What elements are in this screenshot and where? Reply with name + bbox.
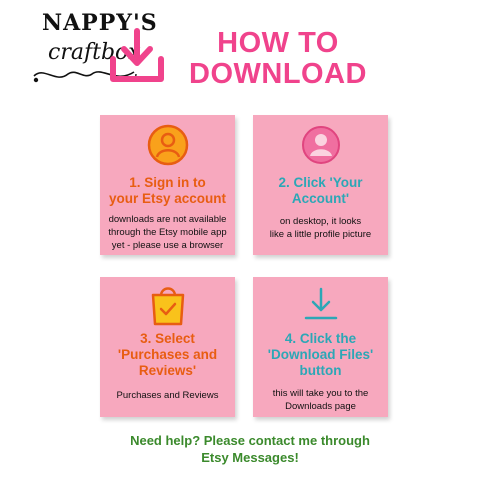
logo-text-top: NAPPY'S bbox=[42, 10, 158, 36]
step-4-description: this will take you to the Downloads page bbox=[272, 388, 369, 412]
step-1-heading: 1. Sign in to your Etsy account bbox=[108, 175, 227, 206]
download-icon bbox=[301, 285, 341, 325]
step-card-4 bbox=[253, 277, 388, 417]
step-card-2 bbox=[253, 115, 388, 255]
step-3-description: Purchases and Reviews bbox=[116, 390, 219, 401]
user-circle-icon bbox=[146, 123, 190, 167]
title-line-1: HOW TO bbox=[217, 27, 339, 59]
step-card-3 bbox=[100, 277, 235, 417]
step-2-description: on desktop, it looks like a little profile picture bbox=[269, 216, 372, 240]
shopping-bag-icon bbox=[148, 283, 188, 327]
page-title bbox=[178, 28, 378, 90]
step-4-heading: 4. Click the 'Download Files' button bbox=[267, 331, 374, 378]
step-3-heading: 3. Select 'Purchases and Reviews' bbox=[117, 331, 218, 378]
help-message: Need help? Please contact me through Etsy Messages! bbox=[130, 433, 370, 465]
logo-text-bottom: craftbox bbox=[48, 40, 141, 65]
step-1-description: downloads are not available through the Etsy mobile app yet - please use a browser bbox=[108, 214, 227, 251]
download-tray-icon bbox=[108, 27, 166, 85]
profile-icon bbox=[299, 123, 343, 167]
title-line-2: DOWNLOAD bbox=[189, 58, 367, 90]
step-2-heading: 2. Click 'Your Account' bbox=[278, 175, 363, 206]
step-card-1 bbox=[100, 115, 235, 255]
